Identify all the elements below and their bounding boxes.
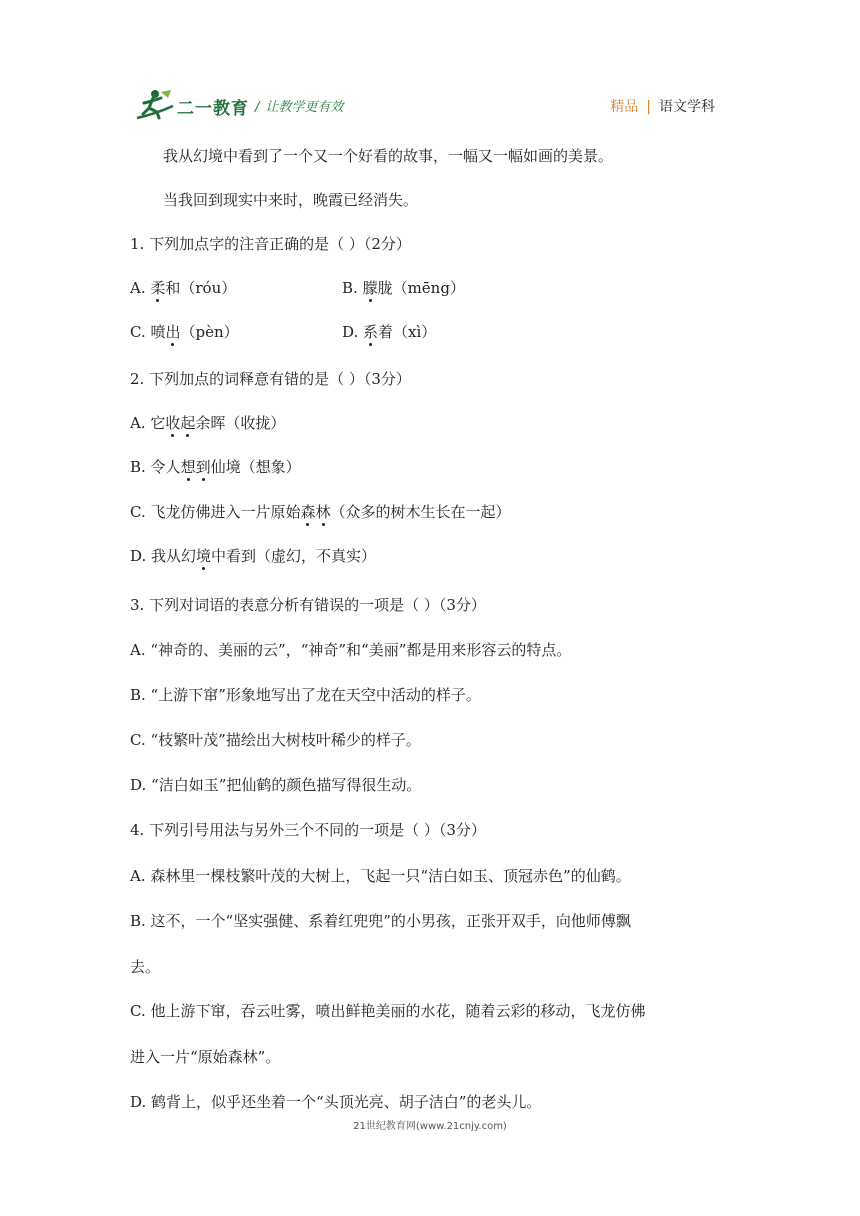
- header-right: [610, 96, 715, 116]
- header-divider: |: [646, 99, 651, 115]
- q3-option-a: A. “神奇的、美丽的云”，“神奇”和“美丽”都是用来形容云的特点。: [130, 641, 572, 659]
- page-footer: 21世纪教育网(www.21cnjy.com): [353, 1121, 507, 1132]
- passage-paragraph-1: 我从幻境中看到了一个又一个好看的故事，一幅又一幅如画的美景。: [163, 147, 614, 165]
- q4-option-d: D. 鹤背上，似乎还坐着一个“头顶光亮、胡子洁白”的老头儿。: [130, 1093, 542, 1111]
- q4-option-b-line-2: 去。: [130, 958, 161, 976]
- question-1-stem: 1. 下列加点字的注音正确的是（ ）（2分）: [130, 235, 411, 253]
- q1-option-a: A. 柔和（róu）: [130, 279, 237, 297]
- q2-option-b: B. 令人想到仙境（想象）: [130, 458, 301, 476]
- q2-option-a: A. 它收起余晖（收拢）: [130, 414, 286, 432]
- question-4-stem: 4. 下列引号用法与另外三个不同的一项是（ ）（3分）: [130, 821, 486, 839]
- page-header: [135, 82, 715, 122]
- q3-option-c: C. “枝繁叶茂”描绘出大树枝叶稀少的样子。: [130, 731, 421, 749]
- question-2-stem: 2. 下列加点的词释意有错的是（ ）（3分）: [130, 370, 411, 388]
- q4-option-c-line-2: 进入一片“原始森林”。: [130, 1048, 281, 1066]
- slogan: / 让教学更有效: [255, 100, 344, 115]
- q1-option-b: B. 朦胧（mēng）: [342, 279, 465, 297]
- q2-option-c: C. 飞龙仿佛进入一片原始森林（众多的树木生长在一起）: [130, 503, 511, 521]
- question-3-stem: 3. 下列对词语的表意分析有错误的一项是（ ）（3分）: [130, 596, 486, 614]
- q2-option-d: D. 我从幻境中看到（虚幻，不真实）: [130, 547, 377, 565]
- subject-label: 语文学科: [659, 99, 715, 115]
- brand-name: 二一教育: [177, 99, 249, 119]
- quality-label: 精品: [610, 99, 639, 115]
- q3-option-d: D. “洁白如玉”把仙鹤的颜色描写得很生动。: [130, 776, 422, 794]
- q3-option-b: B. “上游下窜”形象地写出了龙在天空中活动的样子。: [130, 686, 481, 704]
- q4-option-b-line-1: B. 这不，一个“坚实强健、系着红兜兜”的小男孩，正张开双手，向他师傅飘: [130, 912, 631, 930]
- q4-option-c-line-1: C. 他上游下窜，吞云吐雾，喷出鲜艳美丽的水花，随着云彩的移动，飞龙仿佛: [130, 1002, 646, 1020]
- q1-option-d: D. 系着（xì）: [342, 323, 437, 341]
- q1-option-c: C. 喷出（pèn）: [130, 323, 239, 341]
- running-man-logo-icon: [135, 88, 175, 122]
- passage-paragraph-2: 当我回到现实中来时，晚霞已经消失。: [163, 191, 419, 209]
- q4-option-a: A. 森林里一棵枝繁叶茂的大树上，飞起一只“洁白如玉、顶冠赤色”的仙鹤。: [130, 867, 631, 885]
